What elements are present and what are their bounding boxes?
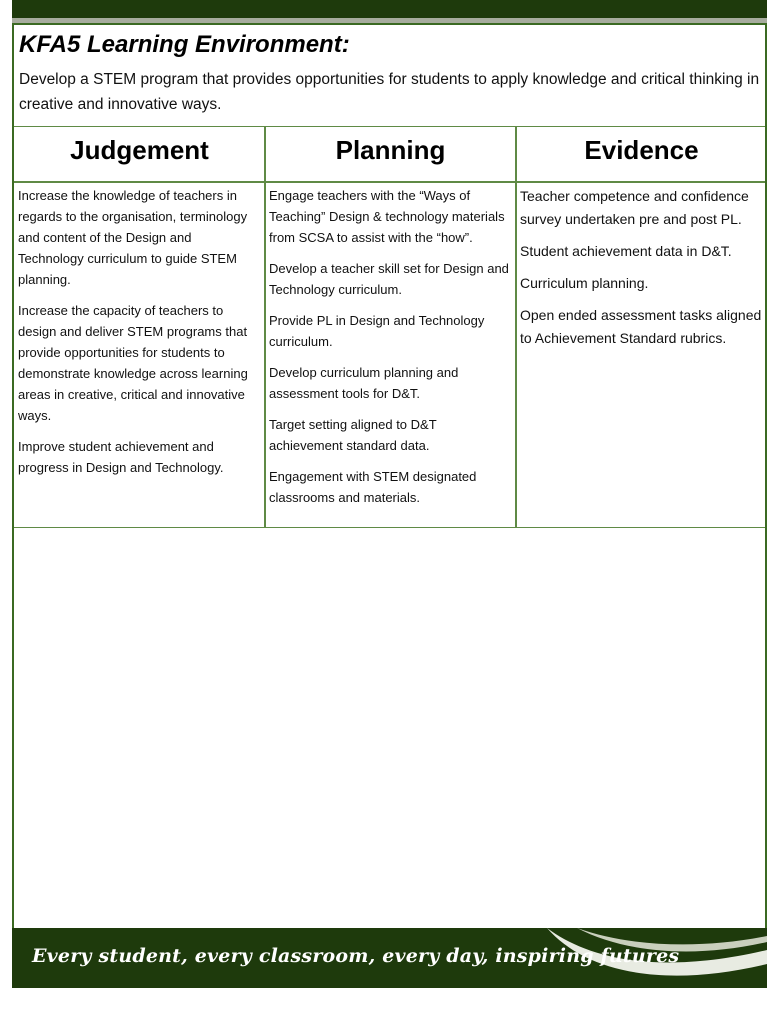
planning-item: Provide PL in Design and Technology curriculum. — [269, 313, 485, 349]
column-header-planning: Planning — [335, 135, 446, 165]
footer-banner — [12, 928, 767, 988]
kfa-table — [14, 127, 765, 528]
planning-item: Target setting aligned to D&T achievement standard data. — [269, 417, 437, 453]
planning-cell — [269, 185, 511, 518]
header-row-divider — [14, 181, 765, 183]
top-banner — [12, 0, 767, 18]
page-title: KFA5 Learning Environment: — [19, 31, 350, 58]
planning-item: Develop a teacher skill set for Design and Technology curriculum. — [269, 261, 509, 297]
column-divider — [515, 127, 517, 527]
evidence-item: Student achievement data in D&T. — [520, 243, 732, 259]
page-subtitle: Develop a STEM program that provides opportunities for students to apply knowledge and critical thinking in creative and innovative ways. — [19, 71, 760, 113]
content-frame — [12, 23, 767, 931]
planning-item: Develop curriculum planning and assessment tools for D&T. — [269, 365, 459, 401]
evidence-item: Teacher competence and confidence survey undertaken pre and post PL. — [520, 188, 749, 227]
evidence-item: Open ended assessment tasks aligned to Achievement Standard rubrics. — [520, 307, 762, 346]
judgement-item: Improve student achievement and progress in Design and Technology. — [18, 439, 224, 475]
evidence-item: Curriculum planning. — [520, 275, 649, 291]
evidence-cell — [520, 185, 762, 359]
column-header-evidence: Evidence — [584, 135, 699, 165]
kfa-header — [14, 25, 765, 127]
footer-slogan: Every student, every classroom, every day, inspiring futures — [32, 945, 680, 967]
planning-item: Engage teachers with the “Ways of Teaching” Design & technology materials from SCSA to assist with the “how”. — [269, 188, 505, 245]
judgement-item: Increase the capacity of teachers to design and deliver STEM programs that provide opportunities for students to demonstrate knowledge across learning areas in creative, critical and innovative ways. — [18, 303, 248, 423]
judgement-item: Increase the knowledge of teachers in regards to the organisation, terminology and content of the Design and Technology curriculum to guide STEM planning. — [18, 188, 248, 287]
column-header-judgement: Judgement — [70, 135, 209, 165]
planning-item: Engagement with STEM designated classrooms and materials. — [269, 469, 477, 505]
column-divider — [264, 127, 266, 527]
judgement-cell — [18, 185, 258, 488]
